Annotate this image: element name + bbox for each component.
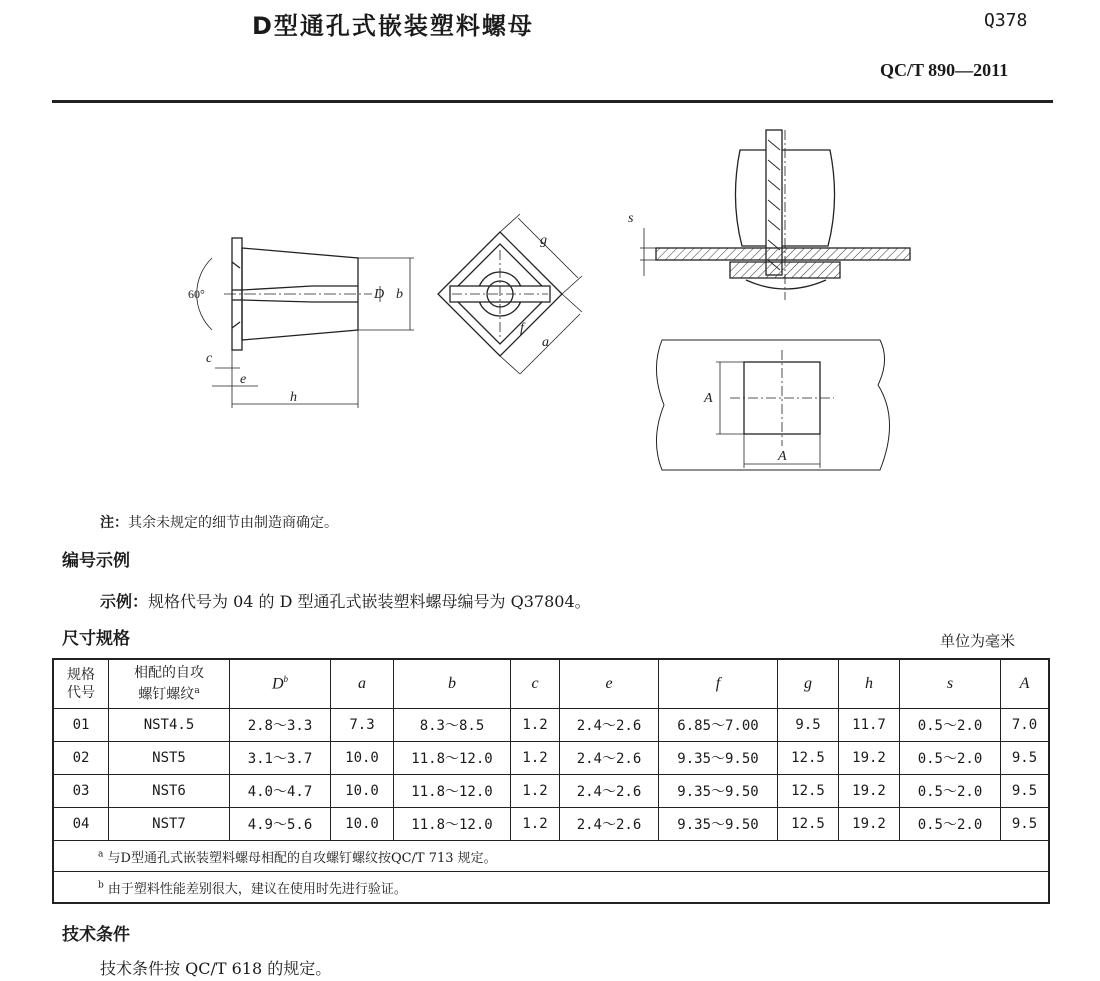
table-cell: 0.5～2.0 bbox=[900, 808, 1001, 841]
table-cell: NST4.5 bbox=[109, 709, 230, 742]
dim-h-label: h bbox=[290, 390, 297, 405]
table-cell: 12.5 bbox=[778, 775, 839, 808]
table-cell: 9.5 bbox=[1001, 775, 1050, 808]
table-cell: 9.35～9.50 bbox=[659, 775, 778, 808]
table-cell: 1.2 bbox=[511, 742, 560, 775]
installed-view bbox=[640, 130, 910, 300]
col-header-D: $D^b$ bbox=[230, 659, 331, 709]
header-rule bbox=[52, 100, 1053, 103]
col-header-f: f bbox=[659, 659, 778, 709]
table-cell: 7.0 bbox=[1001, 709, 1050, 742]
example-label: 示例： bbox=[100, 592, 149, 611]
table-cell: 19.2 bbox=[839, 742, 900, 775]
example-paragraph bbox=[100, 589, 591, 612]
table-cell: 0.5～2.0 bbox=[900, 709, 1001, 742]
table-cell: 0.5～2.0 bbox=[900, 775, 1001, 808]
top-view bbox=[438, 214, 582, 374]
table-cell: 3.1～3.7 bbox=[230, 742, 331, 775]
table-cell: NST6 bbox=[109, 775, 230, 808]
table-cell: 04 bbox=[53, 808, 109, 841]
table-cell: 11.7 bbox=[839, 709, 900, 742]
table-row bbox=[53, 808, 1049, 841]
heading-technical-conditions: 技术条件 bbox=[62, 925, 130, 945]
cutout-view bbox=[656, 340, 889, 470]
footnote-a: $^a$ 与D型通孔式嵌装塑料螺母相配的自攻螺钉螺纹按QC/T 713 规定。 bbox=[53, 841, 1049, 872]
technical-drawing bbox=[180, 120, 930, 500]
table-cell: 12.5 bbox=[778, 808, 839, 841]
table-cell: 1.2 bbox=[511, 775, 560, 808]
table-cell: 9.5 bbox=[778, 709, 839, 742]
dim-D-label: D bbox=[374, 287, 385, 302]
table-row bbox=[53, 775, 1049, 808]
dimension-table bbox=[52, 658, 1050, 904]
note-label: 注： bbox=[100, 515, 128, 531]
table-footnote-row bbox=[53, 872, 1049, 904]
table-cell: 9.5 bbox=[1001, 742, 1050, 775]
table-cell: 2.4～2.6 bbox=[560, 775, 659, 808]
table-cell: 11.8～12.0 bbox=[394, 742, 511, 775]
table-cell: NST5 bbox=[109, 742, 230, 775]
dim-f-label: f bbox=[520, 321, 524, 336]
col-header-s: s bbox=[900, 659, 1001, 709]
table-cell: 12.5 bbox=[778, 742, 839, 775]
col-header-c: c bbox=[511, 659, 560, 709]
table-cell: 19.2 bbox=[839, 775, 900, 808]
col-header-screw-thread: 相配的自攻 螺钉螺纹$^a$ bbox=[109, 659, 230, 709]
example-text: 规格代号为 04 的 D 型通孔式嵌装塑料螺母编号为 Q37804。 bbox=[148, 592, 591, 611]
figure-note bbox=[100, 512, 338, 532]
col-header-spec-code: 规格 代号 bbox=[53, 659, 109, 709]
table-cell: 1.2 bbox=[511, 808, 560, 841]
dim-s-label: s bbox=[628, 211, 634, 226]
table-cell: 01 bbox=[53, 709, 109, 742]
table-cell: 2.4～2.6 bbox=[560, 709, 659, 742]
table-cell: 19.2 bbox=[839, 808, 900, 841]
table-cell: 2.8～3.3 bbox=[230, 709, 331, 742]
col-header-e: e bbox=[560, 659, 659, 709]
dim-b-label: b bbox=[396, 287, 403, 302]
unit-note: 单位为毫米 bbox=[940, 632, 1016, 650]
table-cell: 9.35～9.50 bbox=[659, 808, 778, 841]
table-cell: 8.3～8.5 bbox=[394, 709, 511, 742]
dim-e-label: e bbox=[240, 372, 247, 387]
page-code: Q378 bbox=[984, 10, 1028, 31]
table-cell: 03 bbox=[53, 775, 109, 808]
dim-A-horizontal-label: A bbox=[778, 449, 787, 464]
side-view bbox=[197, 238, 414, 408]
table-cell: 9.5 bbox=[1001, 808, 1050, 841]
col-header-h: h bbox=[839, 659, 900, 709]
col-header-b: b bbox=[394, 659, 511, 709]
col-header-g: g bbox=[778, 659, 839, 709]
table-cell: 10.0 bbox=[331, 742, 394, 775]
table-cell: NST7 bbox=[109, 808, 230, 841]
table-footnote-row bbox=[53, 841, 1049, 872]
table-row bbox=[53, 709, 1049, 742]
table-cell: 11.8～12.0 bbox=[394, 775, 511, 808]
footnote-b: $^b$ 由于塑料性能差别很大，建议在使用时先进行验证。 bbox=[53, 872, 1049, 904]
angle-label: 60° bbox=[188, 287, 205, 301]
page-title: D型通孔式嵌装塑料螺母 bbox=[252, 12, 534, 40]
table-cell: 10.0 bbox=[331, 775, 394, 808]
dim-a-label: a bbox=[542, 335, 549, 350]
dim-g-label: g bbox=[540, 233, 547, 248]
table-cell: 2.4～2.6 bbox=[560, 808, 659, 841]
technical-conditions-text: 技术条件按 QC/T 618 的规定。 bbox=[100, 959, 332, 978]
table-cell: 7.3 bbox=[331, 709, 394, 742]
table-header-row bbox=[53, 659, 1049, 709]
dim-A-vertical-label: A bbox=[704, 391, 713, 406]
table-cell: 11.8～12.0 bbox=[394, 808, 511, 841]
col-header-A: A bbox=[1001, 659, 1050, 709]
table-cell: 2.4～2.6 bbox=[560, 742, 659, 775]
heading-dimensions: 尺寸规格 bbox=[62, 629, 130, 649]
table-cell: 02 bbox=[53, 742, 109, 775]
table-cell: 9.35～9.50 bbox=[659, 742, 778, 775]
table-cell: 4.0～4.7 bbox=[230, 775, 331, 808]
table-row bbox=[53, 742, 1049, 775]
dim-c-label: c bbox=[206, 351, 213, 366]
table-cell: 0.5～2.0 bbox=[900, 742, 1001, 775]
table-cell: 4.9～5.6 bbox=[230, 808, 331, 841]
table-cell: 1.2 bbox=[511, 709, 560, 742]
heading-example: 编号示例 bbox=[62, 551, 130, 571]
table-cell: 6.85～7.00 bbox=[659, 709, 778, 742]
note-text: 其余未规定的细节由制造商确定。 bbox=[128, 515, 338, 531]
standard-number: QC/T 890—2011 bbox=[880, 60, 1009, 80]
col-header-a: a bbox=[331, 659, 394, 709]
table-cell: 10.0 bbox=[331, 808, 394, 841]
